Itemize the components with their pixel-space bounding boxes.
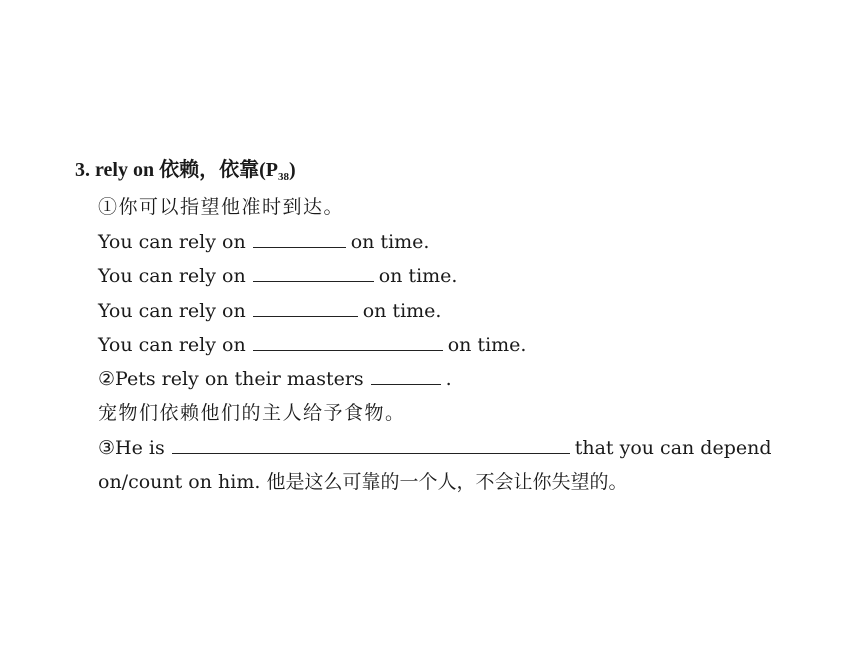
example3-line2-english: on/count on him. — [98, 471, 261, 493]
sentence-suffix: on time. — [350, 231, 430, 253]
sentence-row — [98, 298, 441, 323]
answer-blank[interactable] — [371, 366, 441, 385]
page-ref-open: (P — [259, 159, 278, 181]
example3-suffix: that you can depend — [574, 437, 772, 459]
sentence-suffix: on time. — [378, 265, 458, 287]
answer-blank[interactable] — [253, 229, 346, 248]
sentence-prefix: You can rely on — [98, 300, 246, 322]
example3-continuation — [98, 470, 627, 494]
sentence-row — [98, 263, 457, 288]
sentence-row — [98, 229, 429, 254]
answer-blank[interactable] — [253, 298, 358, 317]
example1-chinese — [98, 195, 344, 219]
example2-suffix: . — [445, 368, 452, 390]
phrase-meaning: 依赖，依靠 — [159, 159, 260, 181]
sentence-suffix: on time. — [362, 300, 442, 322]
example3-marker: ③ — [98, 437, 116, 459]
sentence-suffix: on time. — [447, 334, 527, 356]
sentence-prefix: You can rely on — [98, 334, 246, 356]
example2-chinese — [98, 401, 406, 425]
answer-blank[interactable] — [172, 435, 570, 454]
example3-line2-chinese: 他是这么可靠的一个人，不会让你失望的。 — [266, 471, 628, 493]
answer-blank[interactable] — [253, 332, 443, 351]
sentence-prefix: You can rely on — [98, 231, 246, 253]
phrase: rely on — [95, 159, 155, 181]
example2-sentence — [98, 366, 452, 391]
page-ref-number: 38 — [277, 171, 289, 183]
example2-marker: ② — [98, 368, 116, 390]
answer-blank[interactable] — [253, 263, 374, 282]
sentence-row — [98, 332, 526, 357]
example2-chinese-text: 宠物们依赖他们的主人给予食物。 — [98, 402, 406, 424]
example1-chinese-text: 你可以指望他准时到达。 — [118, 196, 345, 218]
example1-marker: ① — [98, 196, 119, 218]
section-number: 3. — [75, 159, 90, 181]
sentence-prefix: You can rely on — [98, 265, 246, 287]
example2-prefix: Pets rely on their masters — [115, 368, 364, 390]
section-heading — [75, 158, 296, 189]
example3-sentence — [98, 435, 772, 460]
example3-prefix: He is — [115, 437, 165, 459]
page-ref-close: ) — [288, 159, 296, 181]
